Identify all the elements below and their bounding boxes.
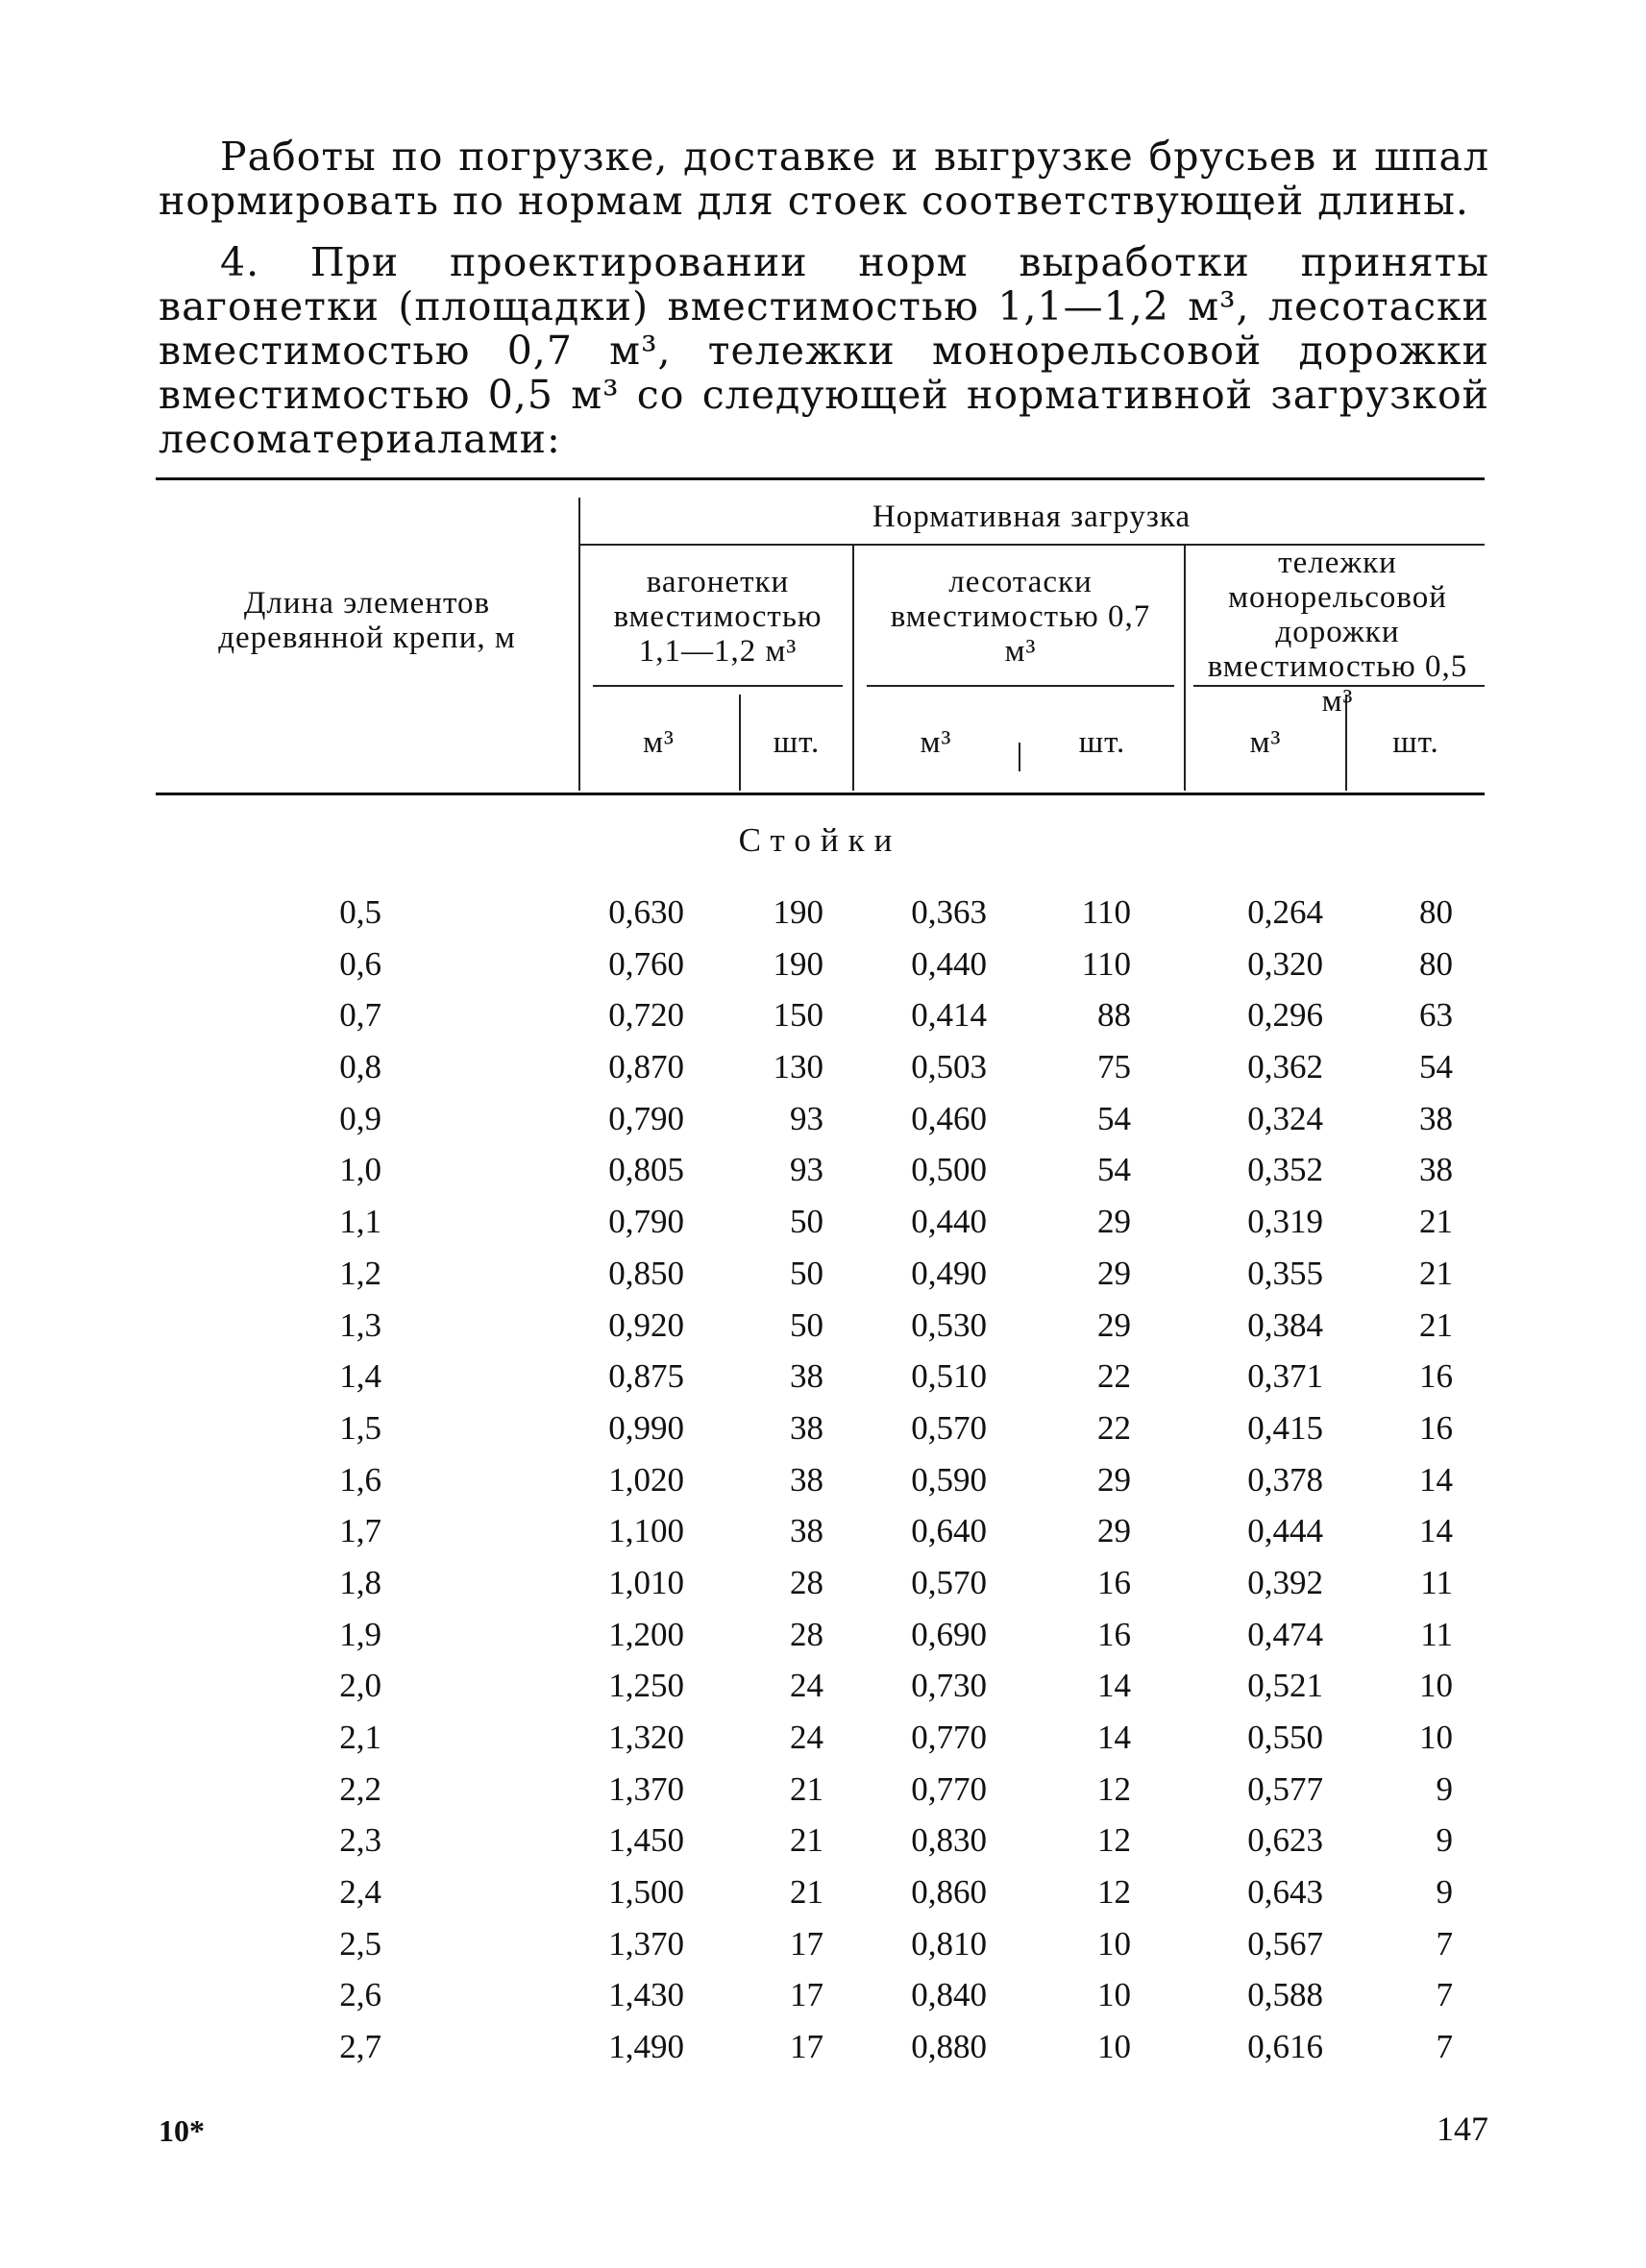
cell-carrier-pcs: 110 xyxy=(1081,893,1131,931)
cell-trolley-m3: 0,521 xyxy=(1247,1667,1323,1705)
cell-carrier-pcs: 88 xyxy=(1097,996,1131,1035)
cell-wagon-pcs: 38 xyxy=(790,1512,823,1550)
cell-carrier-m3: 0,770 xyxy=(911,1719,987,1756)
cell-carrier-pcs: 12 xyxy=(1097,1769,1131,1808)
cell-wagon-pcs: 38 xyxy=(790,1357,823,1396)
cell-trolley-m3: 0,362 xyxy=(1247,1048,1323,1086)
cell-carrier-m3: 0,510 xyxy=(911,1357,987,1396)
cell-trolley-pcs: 14 xyxy=(1419,1460,1453,1499)
table-header-bottom-rule xyxy=(156,793,1485,795)
cell-trolley-pcs: 38 xyxy=(1419,1151,1453,1189)
cell-trolley-m3: 0,643 xyxy=(1247,1873,1323,1912)
cell-wagon-m3: 0,630 xyxy=(608,893,684,931)
load-norms-table xyxy=(156,477,1485,795)
cell-carrier-pcs: 22 xyxy=(1097,1357,1131,1396)
table-row xyxy=(156,1151,1485,1203)
cell-trolley-m3: 0,588 xyxy=(1247,1976,1323,2014)
cell-carrier-pcs: 14 xyxy=(1097,1667,1131,1705)
cell-carrier-m3: 0,830 xyxy=(911,1821,987,1860)
cell-wagon-m3: 1,020 xyxy=(608,1460,684,1499)
table-row xyxy=(156,945,1485,997)
cell-trolley-m3: 0,577 xyxy=(1247,1769,1323,1808)
cell-trolley-pcs: 14 xyxy=(1419,1512,1453,1550)
paragraph-item-4: 4. При проектировании норм выработки приняты вагонетки (площадки) вместимостью 1,1—1,2 м³, лесотаски вместимостью 0,7 м³, тележки монорельсовой дорожки вместимостью 0,5 м³ со следующей нормативной загрузкой лесоматериалами: xyxy=(159,239,1489,462)
cell-wagon-pcs: 93 xyxy=(790,1099,823,1137)
sub-header-wagons: вагонетки вместимостью 1,1—1,2 м³ xyxy=(613,565,823,669)
cell-carrier-pcs: 54 xyxy=(1097,1151,1131,1189)
cell-carrier-m3: 0,570 xyxy=(911,1408,987,1447)
cell-trolley-pcs: 7 xyxy=(1436,1924,1453,1963)
cell-wagon-m3: 1,500 xyxy=(608,1873,684,1912)
cell-wagon-m3: 1,450 xyxy=(608,1821,684,1860)
table-row xyxy=(156,1821,1485,1873)
cell-carrier-m3: 0,363 xyxy=(911,893,987,931)
cell-length: 0,9 xyxy=(339,1099,381,1137)
cell-carrier-pcs: 110 xyxy=(1081,944,1131,983)
table-row xyxy=(156,1616,1485,1668)
cell-trolley-m3: 0,392 xyxy=(1247,1563,1323,1601)
cell-carrier-m3: 0,590 xyxy=(911,1460,987,1499)
cell-trolley-pcs: 9 xyxy=(1436,1873,1453,1912)
cell-wagon-m3: 0,720 xyxy=(608,996,684,1035)
cell-carrier-m3: 0,880 xyxy=(911,2028,987,2066)
cell-wagon-m3: 1,250 xyxy=(608,1667,684,1705)
cell-length: 2,6 xyxy=(339,1976,381,2014)
cell-wagon-m3: 0,920 xyxy=(608,1305,684,1344)
cell-wagon-pcs: 24 xyxy=(790,1719,823,1756)
cell-wagon-pcs: 190 xyxy=(773,893,823,931)
cell-wagon-m3: 0,790 xyxy=(608,1099,684,1137)
cell-wagon-m3: 1,490 xyxy=(608,2028,684,2066)
cell-carrier-pcs: 16 xyxy=(1097,1563,1131,1601)
cell-wagon-pcs: 150 xyxy=(773,996,823,1035)
cell-trolley-m3: 0,550 xyxy=(1247,1719,1323,1756)
cell-carrier-m3: 0,810 xyxy=(911,1924,987,1963)
cell-wagon-m3: 1,320 xyxy=(608,1719,684,1756)
cell-trolley-pcs: 11 xyxy=(1420,1615,1453,1653)
cell-wagon-m3: 0,760 xyxy=(608,944,684,983)
cell-carrier-m3: 0,860 xyxy=(911,1873,987,1912)
cell-carrier-m3: 0,570 xyxy=(911,1563,987,1601)
table-row xyxy=(156,1719,1485,1770)
table-row xyxy=(156,1048,1485,1100)
cell-carrier-pcs: 22 xyxy=(1097,1408,1131,1447)
table-row xyxy=(156,1306,1485,1358)
signature-mark: 10* xyxy=(159,2113,205,2148)
table-row xyxy=(156,1564,1485,1616)
cell-wagon-pcs: 17 xyxy=(790,1924,823,1963)
table-row xyxy=(156,1667,1485,1719)
cell-wagon-m3: 0,875 xyxy=(608,1357,684,1396)
cell-trolley-pcs: 80 xyxy=(1419,893,1453,931)
cell-length: 0,8 xyxy=(339,1048,381,1086)
table-body xyxy=(156,893,1485,2080)
cell-wagon-m3: 0,990 xyxy=(608,1408,684,1447)
cell-length: 2,0 xyxy=(339,1667,381,1705)
cell-carrier-pcs: 12 xyxy=(1097,1821,1131,1860)
cell-trolley-pcs: 16 xyxy=(1419,1408,1453,1447)
cell-trolley-pcs: 80 xyxy=(1419,944,1453,983)
cell-length: 2,1 xyxy=(339,1719,381,1756)
cell-trolley-m3: 0,378 xyxy=(1247,1460,1323,1499)
cell-length: 1,7 xyxy=(339,1512,381,1550)
cell-trolley-m3: 0,384 xyxy=(1247,1305,1323,1344)
cell-trolley-m3: 0,444 xyxy=(1247,1512,1323,1550)
cell-length: 2,3 xyxy=(339,1821,381,1860)
cell-carrier-pcs: 29 xyxy=(1097,1305,1131,1344)
cell-length: 1,9 xyxy=(339,1615,381,1653)
cell-trolley-pcs: 9 xyxy=(1436,1769,1453,1808)
header-rule xyxy=(867,685,1174,687)
cell-trolley-pcs: 7 xyxy=(1436,1976,1453,2014)
cell-trolley-m3: 0,320 xyxy=(1247,944,1323,983)
cell-trolley-pcs: 11 xyxy=(1420,1563,1453,1601)
cell-trolley-m3: 0,616 xyxy=(1247,2028,1323,2066)
table-row xyxy=(156,1976,1485,2028)
cell-wagon-m3: 0,790 xyxy=(608,1203,684,1241)
table-row xyxy=(156,1100,1485,1152)
cell-length: 1,0 xyxy=(339,1151,381,1189)
table-row xyxy=(156,1925,1485,1977)
cell-length: 0,5 xyxy=(339,893,381,931)
cell-wagon-m3: 0,850 xyxy=(608,1254,684,1292)
cell-length: 0,7 xyxy=(339,996,381,1035)
section-title-stoiki: Стойки xyxy=(738,821,902,859)
cell-length: 1,5 xyxy=(339,1408,381,1447)
cell-carrier-pcs: 10 xyxy=(1097,1924,1131,1963)
cell-carrier-m3: 0,460 xyxy=(911,1099,987,1137)
cell-wagon-pcs: 38 xyxy=(790,1460,823,1499)
cell-wagon-m3: 1,370 xyxy=(608,1769,684,1808)
cell-carrier-pcs: 14 xyxy=(1097,1719,1131,1756)
table-row xyxy=(156,1409,1485,1461)
cell-length: 1,1 xyxy=(339,1203,381,1241)
cell-length: 1,4 xyxy=(339,1357,381,1396)
unit-pieces: шт. xyxy=(773,725,821,760)
table-row xyxy=(156,893,1485,945)
cell-carrier-m3: 0,414 xyxy=(911,996,987,1035)
cell-carrier-pcs: 16 xyxy=(1097,1615,1131,1653)
cell-carrier-pcs: 29 xyxy=(1097,1203,1131,1241)
cell-wagon-pcs: 190 xyxy=(773,944,823,983)
cell-wagon-m3: 1,200 xyxy=(608,1615,684,1653)
cell-carrier-m3: 0,770 xyxy=(911,1769,987,1808)
table-row xyxy=(156,1357,1485,1409)
cell-trolley-m3: 0,324 xyxy=(1247,1099,1323,1137)
page-number: 147 xyxy=(1437,2109,1488,2148)
cell-trolley-pcs: 10 xyxy=(1419,1667,1453,1705)
cell-carrier-pcs: 12 xyxy=(1097,1873,1131,1912)
cell-trolley-pcs: 9 xyxy=(1436,1821,1453,1860)
cell-trolley-m3: 0,371 xyxy=(1247,1357,1323,1396)
cell-trolley-pcs: 21 xyxy=(1419,1254,1453,1292)
table-row xyxy=(156,1512,1485,1564)
header-rule xyxy=(593,685,843,687)
cell-carrier-pcs: 75 xyxy=(1097,1048,1131,1086)
cell-length: 2,5 xyxy=(339,1924,381,1963)
table-row xyxy=(156,1255,1485,1306)
cell-wagon-m3: 1,370 xyxy=(608,1924,684,1963)
cell-wagon-pcs: 28 xyxy=(790,1563,823,1601)
cell-carrier-pcs: 10 xyxy=(1097,1976,1131,2014)
cell-carrier-pcs: 10 xyxy=(1097,2028,1131,2066)
table-header xyxy=(156,480,1485,793)
cell-trolley-m3: 0,319 xyxy=(1247,1203,1323,1241)
cell-wagon-pcs: 21 xyxy=(790,1873,823,1912)
cell-length: 1,3 xyxy=(339,1305,381,1344)
unit-m3: м³ xyxy=(1249,725,1282,760)
cell-carrier-m3: 0,503 xyxy=(911,1048,987,1086)
cell-wagon-pcs: 28 xyxy=(790,1615,823,1653)
cell-carrier-m3: 0,500 xyxy=(911,1151,987,1189)
table-row xyxy=(156,2028,1485,2080)
cell-wagon-pcs: 130 xyxy=(773,1048,823,1086)
cell-trolley-pcs: 63 xyxy=(1419,996,1453,1035)
unit-pieces: шт. xyxy=(1078,725,1126,760)
cell-wagon-m3: 0,805 xyxy=(608,1151,684,1189)
cell-carrier-m3: 0,730 xyxy=(911,1667,987,1705)
cell-trolley-m3: 0,264 xyxy=(1247,893,1323,931)
cell-trolley-m3: 0,567 xyxy=(1247,1924,1323,1963)
cell-wagon-m3: 1,010 xyxy=(608,1563,684,1601)
cell-length: 0,6 xyxy=(339,944,381,983)
cell-carrier-m3: 0,440 xyxy=(911,1203,987,1241)
cell-trolley-m3: 0,355 xyxy=(1247,1254,1323,1292)
table-row xyxy=(156,1873,1485,1925)
cell-carrier-pcs: 29 xyxy=(1097,1512,1131,1550)
cell-carrier-pcs: 54 xyxy=(1097,1099,1131,1137)
unit-pieces: шт. xyxy=(1392,725,1439,760)
cell-length: 2,4 xyxy=(339,1873,381,1912)
cell-trolley-m3: 0,296 xyxy=(1247,996,1323,1035)
cell-wagon-pcs: 93 xyxy=(790,1151,823,1189)
cell-trolley-m3: 0,415 xyxy=(1247,1408,1323,1447)
cell-carrier-m3: 0,690 xyxy=(911,1615,987,1653)
table-row xyxy=(156,996,1485,1048)
cell-carrier-pcs: 29 xyxy=(1097,1254,1131,1292)
cell-wagon-m3: 1,430 xyxy=(608,1976,684,2014)
cell-wagon-pcs: 21 xyxy=(790,1769,823,1808)
cell-carrier-pcs: 29 xyxy=(1097,1460,1131,1499)
table-row xyxy=(156,1770,1485,1822)
cell-wagon-pcs: 21 xyxy=(790,1821,823,1860)
cell-wagon-m3: 0,870 xyxy=(608,1048,684,1086)
sub-header-timber-carriers: лесотаски вместимостью 0,7 м³ xyxy=(890,565,1151,669)
cell-length: 1,8 xyxy=(339,1563,381,1601)
cell-carrier-m3: 0,530 xyxy=(911,1305,987,1344)
cell-length: 1,6 xyxy=(339,1460,381,1499)
cell-carrier-m3: 0,840 xyxy=(911,1976,987,2014)
cell-trolley-pcs: 21 xyxy=(1419,1203,1453,1241)
cell-wagon-pcs: 50 xyxy=(790,1203,823,1241)
cell-trolley-m3: 0,623 xyxy=(1247,1821,1323,1860)
cell-wagon-pcs: 17 xyxy=(790,1976,823,2014)
cell-trolley-pcs: 10 xyxy=(1419,1719,1453,1756)
cell-trolley-pcs: 21 xyxy=(1419,1305,1453,1344)
paragraph-intro: Работы по погрузке, доставке и выгрузке брусьев и шпал нормировать по нормам для стоек соответствующей длины. xyxy=(159,134,1489,224)
cell-wagon-pcs: 24 xyxy=(790,1667,823,1705)
cell-carrier-m3: 0,440 xyxy=(911,944,987,983)
cell-wagon-pcs: 38 xyxy=(790,1408,823,1447)
cell-trolley-pcs: 54 xyxy=(1419,1048,1453,1086)
cell-wagon-m3: 1,100 xyxy=(608,1512,684,1550)
unit-m3: м³ xyxy=(920,725,952,760)
group-header: Нормативная загрузка xyxy=(872,500,1192,534)
cell-trolley-m3: 0,352 xyxy=(1247,1151,1323,1189)
table-row xyxy=(156,1461,1485,1513)
cell-trolley-pcs: 16 xyxy=(1419,1357,1453,1396)
sub-header-monorail-trolleys: тележки монорельсовой дорожки вместимостью 0,5 м³ xyxy=(1207,546,1468,719)
col-length-header: Длина элементов деревянной крепи, м xyxy=(218,586,516,655)
cell-length: 2,2 xyxy=(339,1769,381,1808)
cell-wagon-pcs: 17 xyxy=(790,2028,823,2066)
cell-trolley-m3: 0,474 xyxy=(1247,1615,1323,1653)
cell-length: 1,2 xyxy=(339,1254,381,1292)
cell-carrier-m3: 0,640 xyxy=(911,1512,987,1550)
table-row xyxy=(156,1203,1485,1255)
cell-trolley-pcs: 38 xyxy=(1419,1099,1453,1137)
cell-carrier-m3: 0,490 xyxy=(911,1254,987,1292)
unit-m3: м³ xyxy=(643,725,675,760)
cell-wagon-pcs: 50 xyxy=(790,1305,823,1344)
cell-trolley-pcs: 7 xyxy=(1436,2028,1453,2066)
cell-wagon-pcs: 50 xyxy=(790,1254,823,1292)
cell-length: 2,7 xyxy=(339,2028,381,2066)
